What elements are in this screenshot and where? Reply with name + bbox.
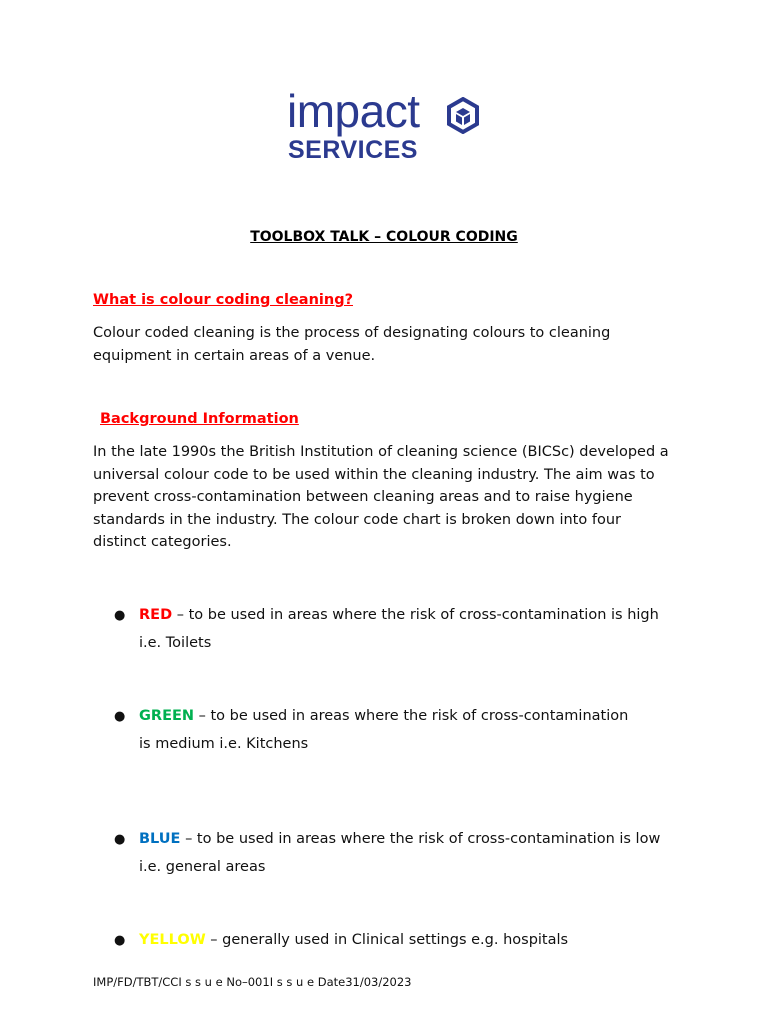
bullet-keyword: BLUE — [139, 831, 181, 847]
document-title: TOOLBOX TALK – COLOUR CODING — [250, 229, 518, 245]
section-body-background — [93, 441, 733, 554]
section-body-colour-coding — [93, 322, 713, 367]
bullet-keyword: YELLOW — [139, 932, 206, 948]
bullet-icon: ● — [114, 933, 126, 948]
logo-wordmark: impact — [287, 85, 420, 137]
document-footer: IMP/FD/TBT/CCI s s u e No–001I s s u e Date31/03/2023 — [93, 975, 412, 989]
body-line: Colour coded cleaning is the process of designating colours to cleaning — [93, 325, 611, 341]
bullet-line: – to be used in areas where the risk of cross-contamination is low — [180, 831, 661, 847]
body-line: distinct categories. — [93, 534, 232, 550]
section-heading-colour-coding: What is colour coding cleaning? — [93, 292, 353, 308]
bullet-line: i.e. Toilets — [139, 635, 212, 651]
bullet-icon: ● — [114, 608, 126, 623]
bullet-text — [139, 702, 699, 758]
bullet-line: – generally used in Clinical settings e.g. hospitals — [205, 932, 569, 948]
bullet-line: is medium i.e. Kitchens — [139, 736, 309, 752]
bullet-text — [139, 926, 699, 954]
bullet-keyword: GREEN — [139, 708, 195, 724]
bullet-text — [139, 601, 699, 657]
body-line: prevent cross-contamination between cleaning areas and to raise hygiene — [93, 489, 633, 505]
body-line: universal colour code to be used within the cleaning industry. The aim was to — [93, 466, 655, 483]
logo-subtitle: SERVICES — [288, 136, 418, 164]
bullet-line: – to be used in areas where the risk of cross-contamination is high — [172, 607, 659, 623]
bullet-line: – to be used in areas where the risk of cross-contamination — [194, 708, 629, 724]
section-heading-background: Background Information — [100, 411, 299, 427]
logo-hexagon-icon — [446, 97, 480, 134]
body-line: In the late 1990s the British Institution of cleaning science (BICSc) developed a — [93, 444, 669, 460]
bullet-line: i.e. general areas — [139, 859, 266, 875]
bullet-text — [139, 825, 699, 881]
bullet-icon: ● — [114, 832, 126, 847]
bullet-icon: ● — [114, 709, 126, 724]
bullet-keyword: RED — [139, 607, 173, 623]
body-line: standards in the industry. The colour code chart is broken down into four — [93, 511, 621, 528]
body-line: equipment in certain areas of a venue. — [93, 347, 376, 364]
